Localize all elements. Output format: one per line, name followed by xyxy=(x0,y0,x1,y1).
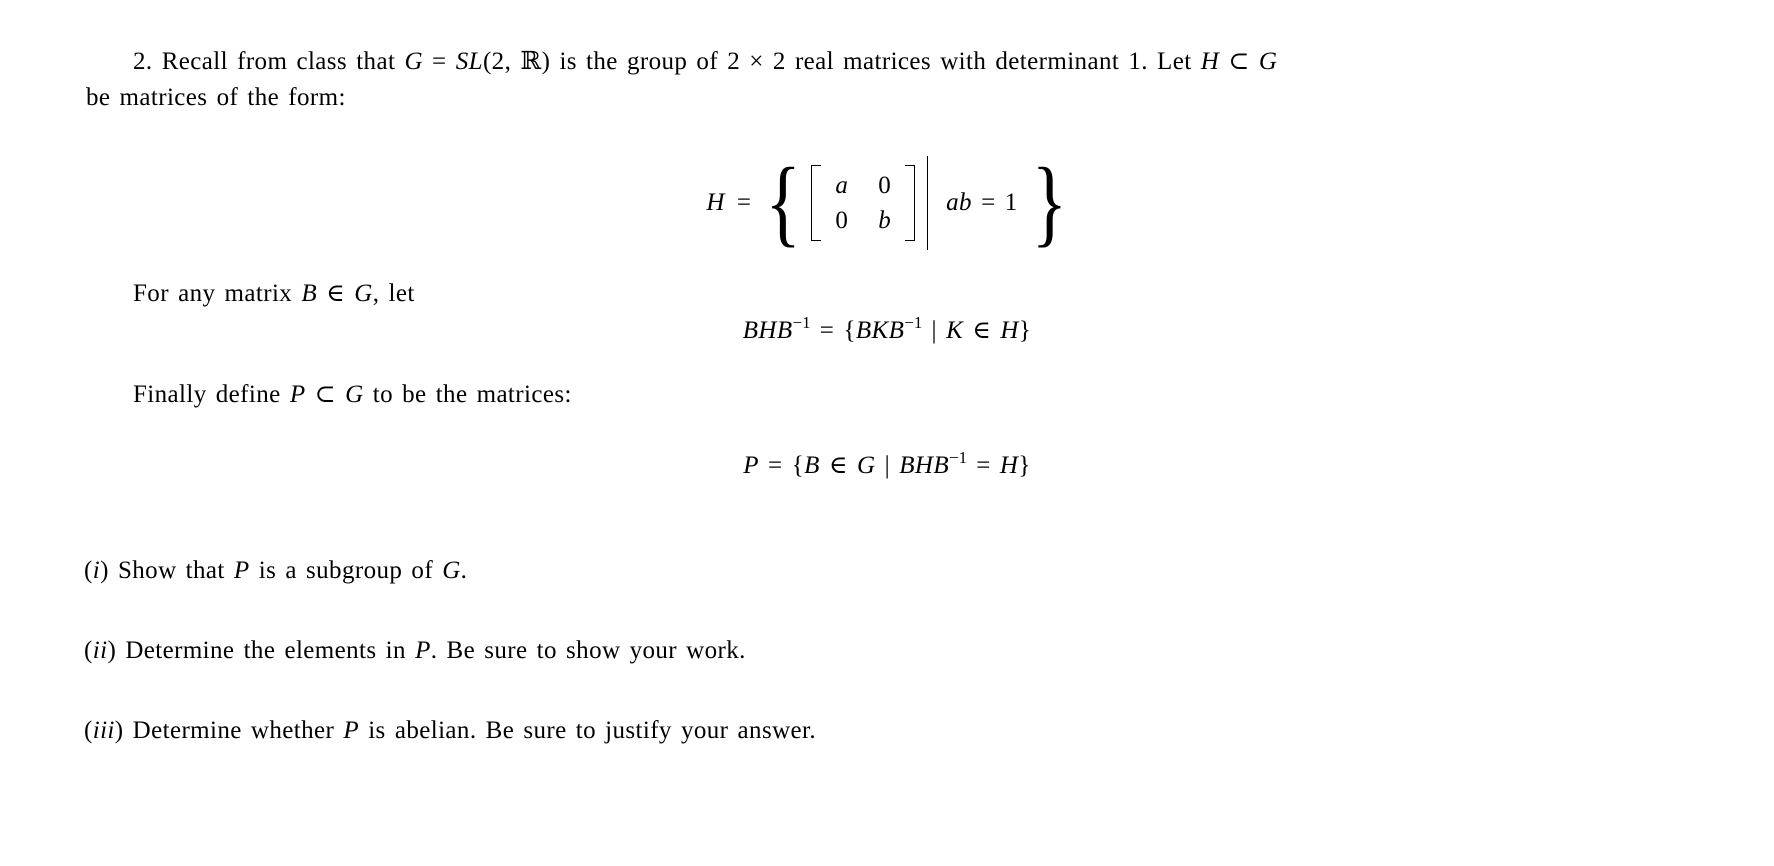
item-label-iii: iii xyxy=(92,717,115,744)
text-run: = xyxy=(967,452,1000,479)
equation-h-definition xyxy=(0,147,1774,259)
math-blackboard-R: ℝ xyxy=(520,48,542,75)
text-run: Finally define xyxy=(133,381,290,408)
text-run: ) Determine the elements in xyxy=(107,637,416,664)
equals-sign: = xyxy=(736,189,752,216)
math-var-G: G xyxy=(857,452,876,479)
text-run: = { xyxy=(758,452,805,479)
math-var-P: P xyxy=(343,717,360,744)
question-item-iii xyxy=(84,717,816,745)
item-label-ii: ii xyxy=(92,637,108,664)
matrix-entries xyxy=(821,165,905,241)
text-run: ) is the group of 2 × 2 real matrices with determinant 1. Let xyxy=(541,48,1201,75)
superscript-inverse: −1 xyxy=(948,448,968,467)
math-var-H: H xyxy=(706,189,725,216)
math-var-P: P xyxy=(233,557,250,584)
text-run: be matrices of the form: xyxy=(86,84,346,111)
matrix-entry-b: b xyxy=(878,207,892,234)
math-var-G: G xyxy=(442,557,461,584)
right-curly-brace: } xyxy=(1031,148,1068,258)
intro-line-1 xyxy=(133,46,1277,76)
equation-bhb-conjugate xyxy=(0,315,1774,345)
set-builder-bar-text: | xyxy=(922,317,947,344)
paragraph-for-any-b xyxy=(133,278,415,308)
item-label-i: i xyxy=(92,557,101,584)
text-run: is abelian. Be sure to justify your answer. xyxy=(359,717,817,744)
math-var-BHB: BHB xyxy=(742,317,793,344)
text-run: . xyxy=(460,557,468,584)
intro-line-2 xyxy=(86,84,346,112)
math-var-BKB: BKB xyxy=(855,317,905,344)
matrix-right-bracket xyxy=(905,165,915,241)
text-run: (2, xyxy=(482,48,521,75)
text-run: = 1 xyxy=(971,189,1018,216)
math-var-H: H xyxy=(1000,317,1019,344)
text-run: } xyxy=(1018,317,1032,344)
math-var-P: P xyxy=(743,452,759,479)
text-run: ∈ xyxy=(819,452,857,479)
text-run: ∈ xyxy=(963,317,1001,344)
text-run: ) Show that xyxy=(100,557,234,584)
set-builder-bar xyxy=(927,156,928,250)
matrix-entry-0: 0 xyxy=(878,172,892,199)
set-builder-bar-text: | xyxy=(875,452,900,479)
matrix-2x2 xyxy=(811,165,915,241)
math-var-G: G xyxy=(1258,48,1278,75)
text-run: ⊂ xyxy=(305,381,346,408)
math-var-P: P xyxy=(415,637,431,664)
math-var-P: P xyxy=(289,381,306,408)
paragraph-finally-p xyxy=(133,379,572,409)
text-run: ∈ xyxy=(317,280,355,307)
math-var-H: H xyxy=(1200,48,1220,75)
math-var-G: G xyxy=(345,381,364,408)
text-run: , let xyxy=(372,280,415,307)
question-item-i xyxy=(84,557,467,585)
math-var-B: B xyxy=(301,280,318,307)
text-run: ( xyxy=(84,557,93,584)
text-run: is a subgroup of xyxy=(249,557,443,584)
text-run: ) Determine whether xyxy=(114,717,344,744)
text-run: 2. Recall from class that xyxy=(133,48,405,75)
superscript-inverse: −1 xyxy=(792,313,811,332)
math-var-BHB: BHB xyxy=(899,452,949,479)
math-var-H: H xyxy=(999,452,1019,479)
matrix-entry-0: 0 xyxy=(835,207,849,234)
equation-p-definition xyxy=(0,450,1774,480)
math-var-G: G xyxy=(354,280,373,307)
text-run: ( xyxy=(84,717,93,744)
math-var-ab: ab xyxy=(946,189,972,216)
text-run: = { xyxy=(810,317,856,344)
condition-ab-equals-1 xyxy=(946,189,1018,217)
left-curly-brace: { xyxy=(765,148,802,258)
text-run: ⊂ xyxy=(1219,48,1259,75)
math-var-K: K xyxy=(946,317,964,344)
text-run: = xyxy=(422,48,456,75)
math-var-SL: SL xyxy=(455,48,483,75)
math-var-B: B xyxy=(804,452,820,479)
text-run: For any matrix xyxy=(133,280,302,307)
matrix-left-bracket xyxy=(811,165,821,241)
text-run: ( xyxy=(84,637,93,664)
text-run: to be the matrices: xyxy=(363,381,572,408)
text-run: . Be sure to show your work. xyxy=(430,637,746,664)
math-var-G: G xyxy=(404,48,423,75)
matrix-entry-a: a xyxy=(835,172,849,199)
text-run: } xyxy=(1018,452,1031,479)
superscript-inverse: −1 xyxy=(904,313,923,332)
question-item-ii xyxy=(84,637,746,665)
